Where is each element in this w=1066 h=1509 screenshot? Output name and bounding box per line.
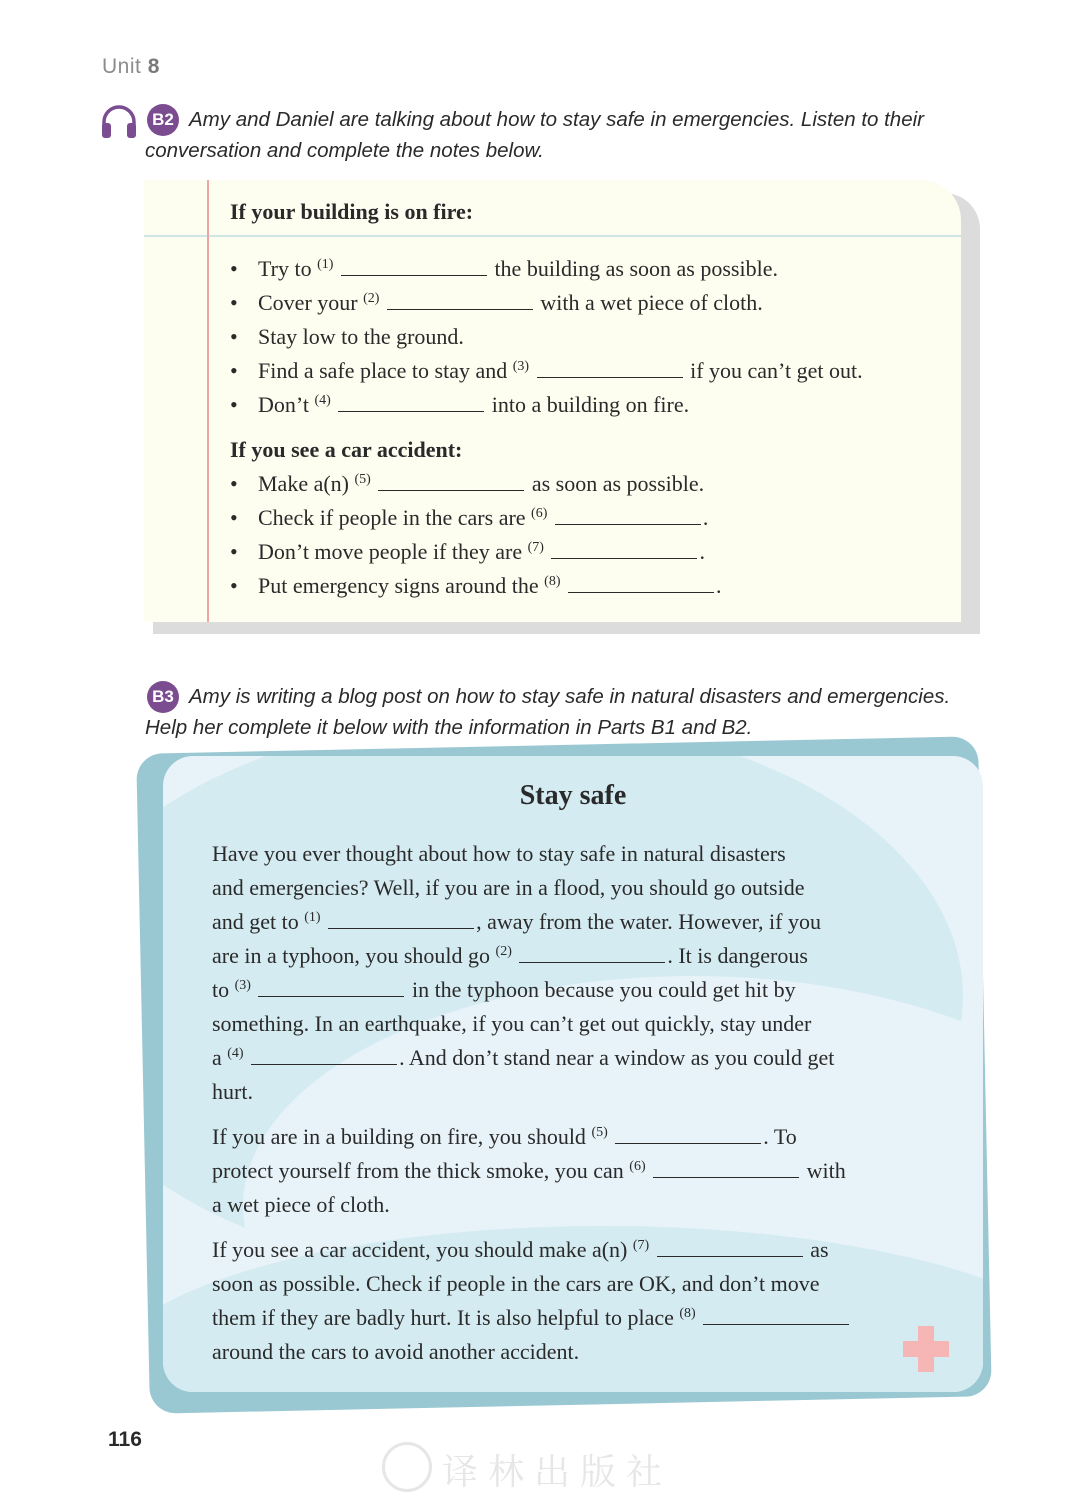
blog-text: in the typhoon because you could get hit by <box>406 977 796 1002</box>
blog-paragraph-2 <box>212 1120 942 1222</box>
b3-badge: B3 <box>147 681 179 713</box>
blog-text: hurt. <box>212 1079 253 1104</box>
note-item <box>230 286 863 320</box>
blog-line <box>212 871 942 905</box>
note-text: Find a safe place to stay and <box>258 358 513 383</box>
b2-instruction-line1: Amy and Daniel are talking about how to stay safe in emergencies. Listen to their <box>189 108 924 131</box>
note-item <box>230 388 863 422</box>
blog-paragraph-3 <box>212 1233 942 1369</box>
blog-text: a wet piece of cloth. <box>212 1192 390 1217</box>
note-item <box>230 320 863 354</box>
blank-number: (4) <box>314 393 331 408</box>
note-text: Try to <box>258 256 318 281</box>
blog-line <box>212 1188 942 1222</box>
blog-text: around the cars to avoid another accident. <box>212 1339 580 1364</box>
answer-blank <box>519 944 665 963</box>
blog-line <box>212 939 942 973</box>
headphones-icon <box>100 104 138 140</box>
blog-line <box>212 1007 942 1041</box>
answer-blank <box>341 257 487 276</box>
blog-text: as <box>804 1237 829 1262</box>
blog-post-card <box>163 756 983 1392</box>
blog-line <box>212 1120 942 1154</box>
blank-number: (6) <box>531 506 548 521</box>
answer-blank <box>551 540 697 559</box>
note-text: Stay low to the ground. <box>258 324 464 349</box>
note-text: Make a(n) <box>258 471 355 496</box>
answer-blank <box>653 1159 799 1178</box>
blog-text: . To <box>763 1124 797 1149</box>
note-text: . <box>715 573 722 598</box>
publisher-name: 译林出版社 <box>442 1452 673 1493</box>
page-number: 116 <box>108 1428 142 1451</box>
blog-text: soon as possible. Check if people in the cars are OK, and don’t move <box>212 1271 820 1296</box>
blog-text: a <box>212 1045 228 1070</box>
note-item <box>230 252 863 286</box>
b2-badge: B2 <box>147 104 179 136</box>
fire-heading: If your building is on fire: <box>230 199 474 224</box>
note-text: Don’t <box>258 392 315 417</box>
blog-line <box>212 1041 942 1075</box>
car-accident-heading: If you see a car accident: <box>230 437 463 462</box>
blog-text: . And don’t stand near a window as you could get <box>399 1045 835 1070</box>
blog-text: . It is dangerous <box>667 943 808 968</box>
answer-blank <box>258 978 404 997</box>
blog-text: and get to <box>212 909 305 934</box>
blank-number: (2) <box>363 291 380 306</box>
blog-line <box>212 973 942 1007</box>
b3-instruction-line1: Amy is writing a blog post on how to stay safe in natural disasters and emergencies. <box>189 685 951 708</box>
note-item <box>230 467 721 501</box>
note-text: . <box>702 505 709 530</box>
blank-number: (8) <box>544 574 561 589</box>
blank-number: (2) <box>495 944 512 959</box>
blank-number: (5) <box>591 1125 608 1140</box>
blank-number: (7) <box>527 540 544 555</box>
blog-text: If you are in a building on fire, you should <box>212 1124 592 1149</box>
blank-number: (5) <box>354 472 371 487</box>
blank-number: (6) <box>629 1159 646 1174</box>
blog-line <box>212 1154 942 1188</box>
blog-line <box>212 837 942 871</box>
note-text: Check if people in the cars are <box>258 505 532 530</box>
note-text: with a wet piece of cloth. <box>534 290 763 315</box>
b2-instruction-line2: conversation and complete the notes below. <box>145 139 544 162</box>
answer-blank <box>568 574 714 593</box>
blog-text: something. In an earthquake, if you can’t get out quickly, stay under <box>212 1011 812 1036</box>
blog-line <box>212 1335 942 1369</box>
blog-text: and emergencies? Well, if you are in a flood, you should go outside <box>212 875 805 900</box>
blog-text: , away from the water. However, if you <box>476 909 821 934</box>
note-text: Cover your <box>258 290 364 315</box>
note-text: Put emergency signs around the <box>258 573 545 598</box>
blog-text: protect yourself from the thick smoke, you can <box>212 1158 630 1183</box>
unit-label: Unit 8 <box>102 55 160 78</box>
blog-paragraph-1 <box>212 837 942 1109</box>
blog-line <box>212 1301 942 1335</box>
blog-text: Have you ever thought about how to stay safe in natural disasters <box>212 841 786 866</box>
note-text: into a building on fire. <box>486 392 690 417</box>
answer-blank <box>537 359 683 378</box>
note-item <box>230 535 721 569</box>
note-text: . <box>699 539 705 564</box>
blank-number: (1) <box>317 257 334 272</box>
note-item <box>230 354 863 388</box>
publisher-logo-icon <box>382 1442 432 1492</box>
blog-text: to <box>212 977 235 1002</box>
blog-text: them if they are badly hurt. It is also helpful to place <box>212 1305 680 1330</box>
blog-text: If you see a car accident, you should make a(n) <box>212 1237 633 1262</box>
note-text: the building as soon as possible. <box>488 256 778 281</box>
blog-line <box>212 1267 942 1301</box>
notebook-margin-line <box>207 180 209 622</box>
car-accident-notes-list <box>230 467 721 603</box>
publisher-watermark <box>382 1442 692 1492</box>
fire-notes-list <box>230 252 863 422</box>
answer-blank <box>338 393 484 412</box>
blog-title: Stay safe <box>519 780 627 811</box>
blog-line <box>212 905 942 939</box>
answer-blank <box>328 910 474 929</box>
blog-line <box>212 1233 942 1267</box>
b3-instruction-line2: Help her complete it below with the information in Parts B1 and B2. <box>145 716 753 739</box>
answer-blank <box>703 1306 849 1325</box>
note-text: if you can’t get out. <box>684 358 863 383</box>
answer-blank <box>555 506 701 525</box>
blank-number: (8) <box>679 1306 696 1321</box>
blank-number: (4) <box>227 1046 244 1061</box>
blank-number: (1) <box>304 910 321 925</box>
answer-blank <box>657 1238 803 1257</box>
answer-blank <box>615 1125 761 1144</box>
blank-number: (3) <box>234 978 251 993</box>
answer-blank <box>251 1046 397 1065</box>
unit-number: 8 <box>147 55 160 78</box>
blog-line <box>212 1075 942 1109</box>
blank-number: (7) <box>632 1238 650 1253</box>
answer-blank <box>387 291 533 310</box>
answer-blank <box>378 472 524 491</box>
notes-notebook <box>144 180 961 622</box>
blog-text: with <box>801 1158 846 1183</box>
first-aid-cross-icon <box>903 1326 949 1372</box>
blog-text: are in a typhoon, you should go <box>212 943 496 968</box>
blank-number: (3) <box>512 359 530 374</box>
note-text: as soon as possible. <box>526 471 705 496</box>
note-item <box>230 501 721 535</box>
note-text: Don’t move people if they are <box>258 539 528 564</box>
note-item <box>230 569 721 603</box>
notebook-header-line <box>144 235 961 237</box>
